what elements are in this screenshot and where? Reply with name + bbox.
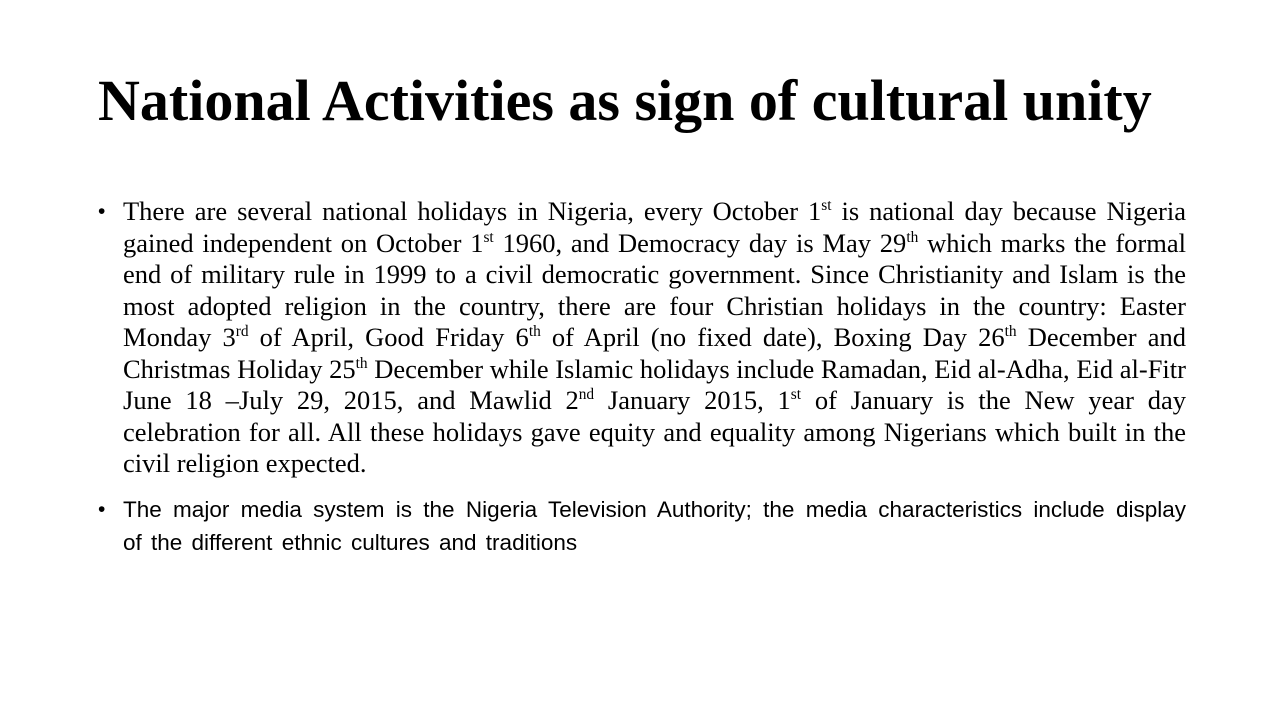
bullet-text: which marks the formal end of military rule in 1999 to a civil democratic government. Since Christianity and Islam is the most adopted religion in the country, there are four Christian holidays in the country: Easter Monday 3 <box>123 227 1186 352</box>
bullet-list <box>98 196 1186 559</box>
ordinal-suffix: th <box>1004 323 1017 341</box>
bullet-text: The major media system is the Nigeria Television Authority; the media characteristics include display of the different ethnic cultures and traditions <box>123 496 1186 555</box>
ordinal-suffix: st <box>821 197 832 215</box>
ordinal-suffix: rd <box>235 323 249 341</box>
ordinal-suffix: th <box>528 323 541 341</box>
bullet-text: of April (no fixed date), Boxing Day 26 <box>540 322 1005 352</box>
ordinal-suffix: th <box>906 228 919 246</box>
bullet-text: of April, Good Friday 6 <box>248 322 529 352</box>
ordinal-suffix: nd <box>578 386 595 404</box>
slide-title: National Activities as sign of cultural unity <box>98 68 1152 133</box>
ordinal-suffix: th <box>355 354 368 372</box>
bullet-text: of January is the New year day celebration for all. All these holidays gave equity and equality among Nigerians which built in the civil religion expected. <box>123 385 1187 478</box>
bullet-text: December while Islamic holidays include Ramadan, Eid al-Adha, Eid al-Fitr June 18 –July 29, 2015, and Mawlid 2 <box>123 353 1186 415</box>
bullet-text: There are several national holidays in Nigeria, every October 1 <box>123 196 822 226</box>
bullet-text: January 2015, 1 <box>594 385 791 415</box>
bullet-media-system <box>98 493 1186 559</box>
bullet-text: December and Christmas Holiday 25 <box>123 322 1187 384</box>
bullet-text: is national day because Nigeria gained independent on October 1 <box>123 196 1186 258</box>
bullet-national-holidays <box>98 196 1186 480</box>
ordinal-suffix: st <box>483 228 494 246</box>
bullet-text: 1960, and Democracy day is May 29 <box>493 227 907 258</box>
ordinal-suffix: st <box>790 386 802 404</box>
